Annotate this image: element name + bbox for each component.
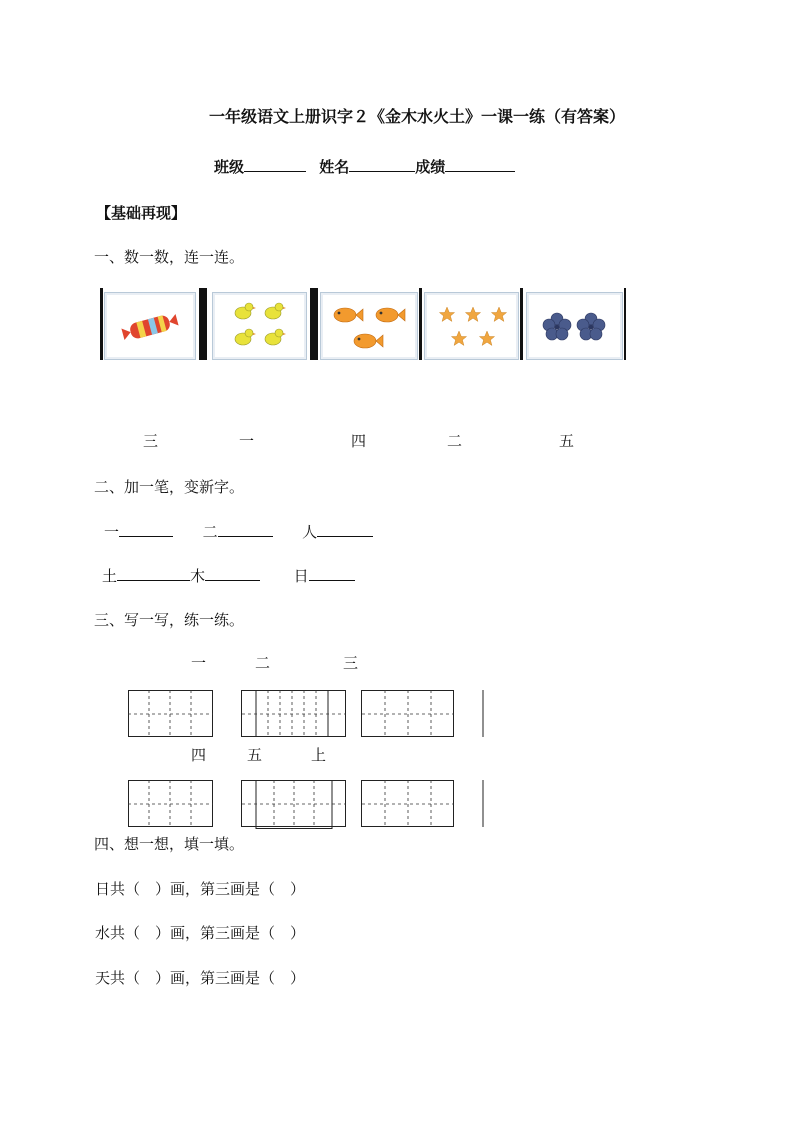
- candy-icon: [105, 293, 195, 359]
- number-option[interactable]: 三: [143, 432, 159, 450]
- score-label: 成绩: [415, 158, 446, 176]
- writing-grid-row-1[interactable]: [128, 690, 488, 738]
- score-blank[interactable]: [445, 157, 515, 172]
- q2-char: 日: [293, 567, 309, 585]
- answer-blank[interactable]: [309, 566, 355, 581]
- chick-icon: [213, 293, 306, 359]
- picture-separator: [624, 288, 626, 360]
- answer-blank[interactable]: [218, 522, 273, 537]
- q2-char: 一: [104, 523, 120, 541]
- picture-stars: [424, 292, 519, 360]
- q2-char: 人: [302, 523, 318, 541]
- practice-char: 一: [191, 654, 207, 672]
- class-blank[interactable]: [244, 157, 306, 172]
- picture-chicks: [212, 292, 307, 360]
- q2-char: 木: [190, 567, 206, 585]
- answer-blank[interactable]: [119, 522, 173, 537]
- number-option[interactable]: 一: [239, 432, 255, 450]
- q1-heading: 一、数一数，连一连。: [94, 248, 245, 266]
- q2-heading: 二、加一笔，变新字。: [94, 478, 245, 496]
- practice-char: 三: [343, 654, 359, 672]
- student-info-line: [214, 156, 523, 177]
- q2-row-2: [102, 565, 355, 586]
- section-heading: 【基础再现】: [96, 204, 187, 222]
- q2-row-1: [104, 521, 373, 542]
- answer-blank[interactable]: [205, 566, 260, 581]
- number-option[interactable]: 二: [447, 432, 463, 450]
- picture-separator: [199, 288, 207, 360]
- picture-separator: [520, 288, 523, 360]
- q2-char: 土: [102, 567, 118, 585]
- q4-line[interactable]: 天共（ ）画，第三画是（ ）: [95, 969, 306, 987]
- picture-separator: [310, 288, 318, 360]
- practice-char: 上: [311, 746, 327, 764]
- number-option[interactable]: 五: [559, 432, 575, 450]
- practice-char: 四: [191, 746, 207, 764]
- answer-blank[interactable]: [117, 566, 190, 581]
- star-icon: [425, 293, 518, 359]
- q4-line[interactable]: 水共（ ）画，第三画是（ ）: [95, 924, 306, 942]
- answer-blank[interactable]: [317, 522, 373, 537]
- class-label: 班级: [214, 158, 245, 176]
- writing-grid-row-2[interactable]: [128, 780, 488, 830]
- picture-candy: [104, 292, 196, 360]
- flower-icon: [527, 293, 622, 359]
- name-blank[interactable]: [349, 157, 415, 172]
- name-label: 姓名: [319, 158, 350, 176]
- practice-char: 二: [255, 654, 271, 672]
- q3-heading: 三、写一写，练一练。: [94, 611, 245, 629]
- fish-icon: [321, 293, 417, 359]
- number-option[interactable]: 四: [351, 432, 367, 450]
- picture-flowers: [526, 292, 623, 360]
- page-title: 一年级语文上册识字２《金木水火土》一课一练（有答案）: [208, 107, 625, 126]
- q4-heading: 四、想一想，填一填。: [94, 835, 245, 853]
- practice-char: 五: [247, 746, 263, 764]
- q2-char: 二: [202, 523, 218, 541]
- picture-separator: [419, 288, 422, 360]
- q4-line[interactable]: 日共（ ）画，第三画是（ ）: [95, 880, 306, 898]
- picture-fish: [320, 292, 418, 360]
- picture-separator: [100, 288, 103, 360]
